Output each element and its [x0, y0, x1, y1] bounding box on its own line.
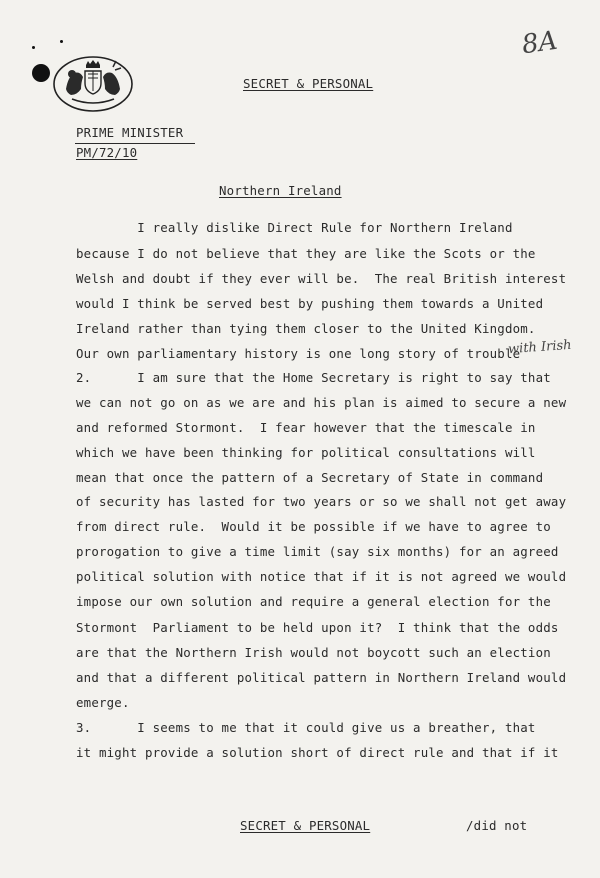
ink-speck — [32, 46, 35, 49]
body-line: Stormont Parliament to be held upon it? I think that the odds — [76, 620, 559, 635]
body-line: it might provide a solution short of direct rule and that if it — [76, 745, 559, 760]
body-line: emerge. — [76, 695, 130, 710]
addressee: PRIME MINISTER — [76, 125, 184, 140]
body-line: Ireland rather than tying them closer to the United Kingdom. — [76, 321, 536, 336]
reference-number: PM/72/10 — [76, 145, 138, 160]
body-line: because I do not believe that they are like the Scots or the — [76, 246, 536, 261]
addressee-rule — [75, 143, 195, 144]
subject-heading: Northern Ireland — [219, 183, 342, 198]
ink-speck — [60, 40, 63, 43]
body-line: Welsh and doubt if they ever will be. The real British interest — [76, 271, 567, 286]
body-line: 2. I am sure that the Home Secretary is right to say that — [76, 370, 551, 385]
body-line: from direct rule. Would it be possible if we have to agree to — [76, 519, 551, 534]
page-number-annotation: 8A — [520, 25, 560, 61]
body-line: political solution with notice that if it is not agreed we would — [76, 569, 567, 584]
body-line: Our own parliamentary history is one long story of trouble — [76, 346, 521, 361]
body-line: prorogation to give a time limit (say six months) for an agreed — [76, 544, 559, 559]
header-classification: SECRET & PERSONAL — [243, 76, 374, 91]
body-line: and that a different political pattern in Northern Ireland would — [76, 670, 567, 685]
footer-classification: SECRET & PERSONAL — [240, 818, 371, 833]
body-line: of security has lasted for two years or so we shall not get away — [76, 494, 567, 509]
handwritten-annotation: with Irish — [507, 337, 573, 358]
body-line: impose our own solution and require a general election for the — [76, 594, 551, 609]
royal-coat-of-arms-icon — [52, 55, 134, 113]
body-line: I really dislike Direct Rule for Northern Ireland — [76, 220, 513, 235]
body-line: 3. I seems to me that it could give us a breather, that — [76, 720, 536, 735]
punch-hole-mark — [32, 64, 50, 82]
body-line: mean that once the pattern of a Secretary of State in command — [76, 470, 544, 485]
body-line: would I think be served best by pushing them towards a United — [76, 296, 544, 311]
body-line: we can not go on as we are and his plan is aimed to secure a new — [76, 395, 567, 410]
body-line: and reformed Stormont. I fear however that the timescale in — [76, 420, 536, 435]
body-line: are that the Northern Irish would not boycott such an election — [76, 645, 551, 660]
continuation-catchword: /did not — [466, 818, 528, 833]
body-line: which we have been thinking for political consultations will — [76, 445, 536, 460]
